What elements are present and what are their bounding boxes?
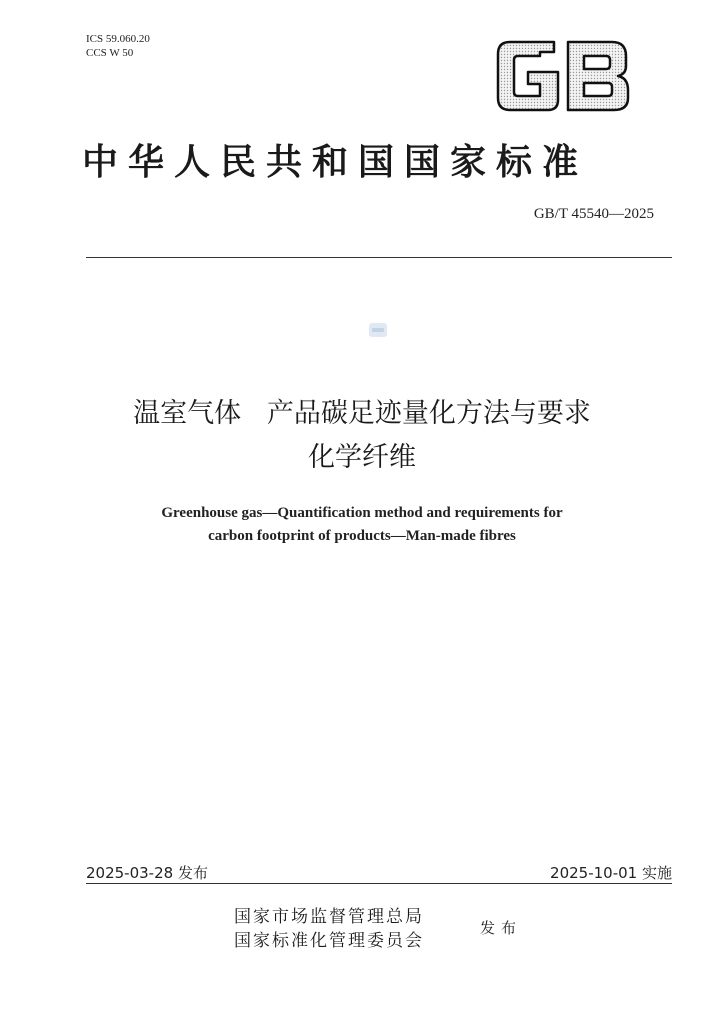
standard-name: 中华人民共和国国家标准 xyxy=(82,142,589,183)
issuer-samr: 国家市场监督管理总局 xyxy=(234,907,424,927)
watermark-icon xyxy=(368,321,388,339)
title-english xyxy=(0,502,724,548)
footer-divider xyxy=(86,883,672,884)
title-english-line-1: Greenhouse gas—Quantification method and requirements for xyxy=(161,505,563,521)
header-divider xyxy=(86,257,672,258)
ccs-code: CCS W 50 xyxy=(86,47,134,59)
ics-code: ICS 59.060.20 xyxy=(86,33,150,45)
title-chinese-line-1: 温室气体 产品碳足迹量化方法与要求 xyxy=(133,398,591,429)
gb-logo-icon xyxy=(494,38,632,114)
title-chinese xyxy=(0,392,724,480)
title-english-line-2: carbon footprint of products—Man-made fibres xyxy=(208,528,516,544)
issue-label: 发布 xyxy=(480,919,523,937)
implementation-date: 2025-10-01 实施 xyxy=(550,864,672,882)
classification-codes xyxy=(86,32,150,60)
issuing-authorities xyxy=(234,905,424,953)
publish-date: 2025-03-28 发布 xyxy=(86,864,208,882)
standard-number: GB/T 45540—2025 xyxy=(533,206,654,222)
title-chinese-line-2: 化学纤维 xyxy=(308,442,416,473)
issuer-sac: 国家标准化管理委员会 xyxy=(234,931,424,951)
